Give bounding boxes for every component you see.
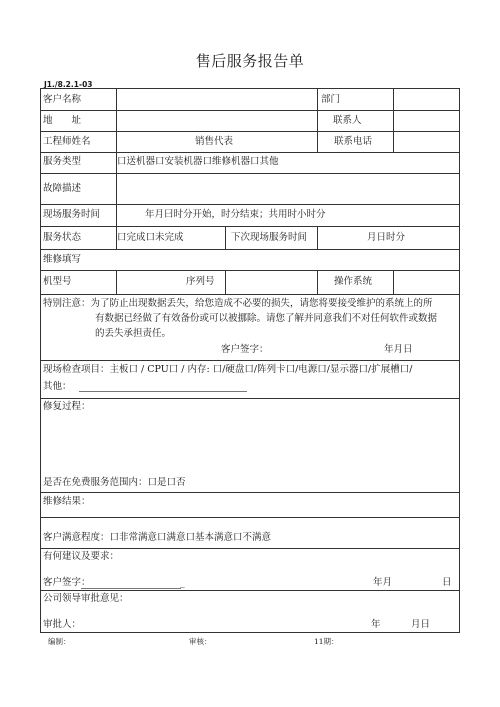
onsite-time-label: 现场服务时间 — [43, 209, 101, 220]
notice-line-3: 的丢失承担责任。 — [95, 328, 172, 339]
footer-reviewed: 审核： — [189, 637, 212, 646]
col-divider — [393, 131, 394, 152]
row-divider — [41, 249, 459, 250]
notice-line-2: 有数据已经做了有效备份或可以被挪除。请您了解并同意我们不对任何软件或数据 — [95, 313, 438, 324]
notice-line-1: 特别注意：为了防止出现数据丢失，给您造成不必要的损失，请您将要接受维护的系统上的所 — [43, 298, 433, 309]
approver-month-day: 月日 — [411, 619, 431, 630]
page-title: 售后服务报告单 — [195, 52, 305, 70]
other-fill-line — [79, 391, 247, 392]
engineer-name-label: 工程师姓名 — [43, 136, 91, 147]
customer-sign-line — [81, 588, 181, 589]
col-divider — [116, 173, 117, 204]
repair-fill-label: 维修填写 — [43, 254, 82, 265]
col-divider — [116, 204, 117, 226]
customer-name-label: 客户名称 — [43, 94, 82, 105]
col-divider — [393, 89, 394, 110]
approver-year: 年 — [371, 619, 381, 630]
row-divider — [41, 131, 459, 132]
footer-prepared: 编制： — [48, 637, 71, 646]
row-divider — [41, 398, 459, 399]
contact-person-label: 联系人 — [333, 115, 362, 126]
operating-system-label: 操作系统 — [334, 276, 373, 287]
address-label: 地 址 — [43, 115, 82, 126]
row-divider — [41, 152, 459, 153]
service-status-label: 服务状态 — [43, 232, 82, 243]
row-divider — [41, 204, 459, 205]
free-service-question[interactable]: 是否在免费服务范围内：口是口否 — [43, 477, 186, 488]
col-divider — [225, 270, 226, 294]
col-divider — [393, 270, 394, 294]
onsite-time-value: 年月曰时分开始，时分结束；共用时小时分 — [145, 209, 326, 220]
row-divider — [41, 270, 459, 271]
repair-result-label: 维修结果： — [43, 496, 91, 507]
row-divider — [41, 294, 459, 295]
row-divider — [41, 110, 459, 111]
col-divider — [317, 270, 318, 294]
service-type-label: 服务类型 — [43, 156, 82, 167]
col-divider — [317, 89, 318, 110]
row-divider — [41, 548, 459, 549]
row-divider — [41, 226, 459, 227]
fault-description-label: 故障描述 — [43, 183, 82, 194]
footer-date: 11期： — [314, 637, 339, 646]
col-divider — [317, 226, 318, 249]
suggestions-label: 有何建议及要求： — [43, 551, 120, 562]
customer-signature-label: 客户签字： — [221, 344, 269, 355]
inspection-items[interactable]: 现场检查项目：主板口 / CPU口 / 内存: 口/硬盘口/阵列卡口/电源口/显示器口/扩展槽口/ — [43, 364, 413, 375]
customer-satisfaction[interactable]: 客户满意程度：口非常满意口满意口基本满意口不满意 — [43, 532, 272, 543]
row-divider — [41, 492, 459, 493]
department-label: 部门 — [321, 94, 341, 105]
model-number-label: 机型号 — [43, 276, 72, 287]
approver-label: 审批人： — [43, 619, 82, 630]
service-type-options[interactable]: 口送机器口安装机器口维修机器口其他 — [117, 156, 279, 167]
col-divider — [116, 270, 117, 294]
sales-rep-label: 销售代表 — [195, 136, 234, 147]
document-code: J1./8.2.1-03 — [44, 80, 93, 89]
service-report-form — [40, 88, 460, 633]
customer-sign-mark: _ — [180, 577, 185, 588]
contact-phone-label: 联系电话 — [334, 136, 373, 147]
leader-opinion-label: 公司领导审批意见： — [43, 593, 129, 604]
row-divider — [41, 517, 459, 518]
customer-sign-year-month: 年月 — [373, 577, 393, 588]
row-divider — [41, 173, 459, 174]
col-divider — [225, 226, 226, 249]
notice-date: 年月日 — [384, 344, 413, 355]
next-service-time-label: 下次现场服务时间 — [231, 232, 308, 243]
customer-sign-label: 客户签字： — [43, 577, 91, 588]
col-divider — [116, 131, 117, 152]
repair-process-label: 修复过程： — [43, 401, 91, 412]
row-divider — [41, 590, 459, 591]
serial-number-label: 序列号 — [186, 276, 215, 287]
col-divider — [317, 131, 318, 152]
inspection-other-label: 其他： — [43, 381, 72, 392]
customer-sign-day: 日 — [442, 577, 452, 588]
col-divider — [116, 89, 117, 110]
row-divider — [41, 360, 459, 361]
service-status-options[interactable]: 口完成口未完成 — [117, 232, 184, 243]
next-service-time-value: 月日时分 — [367, 232, 406, 243]
